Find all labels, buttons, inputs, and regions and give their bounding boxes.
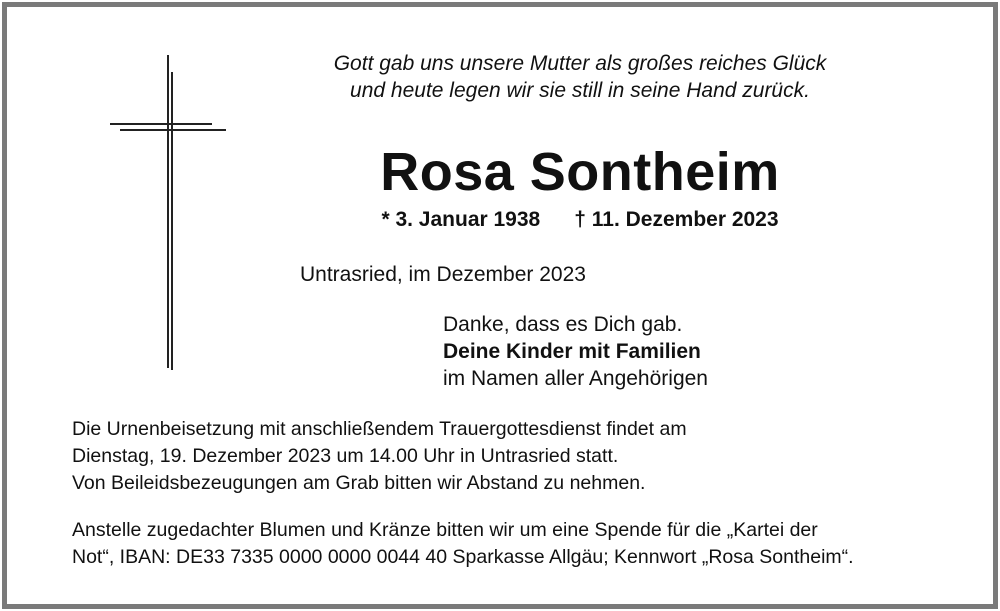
donation-info [72, 517, 854, 571]
thanks-line: im Namen aller Angehörigen [443, 367, 708, 390]
birth-date: * 3. Januar 1938 [381, 208, 541, 231]
place-date: Untrasried, im Dezember 2023 [300, 263, 586, 286]
family-signature: Deine Kinder mit Familien [443, 340, 701, 363]
thanks-block [443, 311, 708, 392]
info-line: Dienstag, 19. Dezember 2023 um 14.00 Uhr in Untrasried statt. [72, 445, 619, 467]
funeral-info [72, 416, 687, 497]
motto-line: und heute legen wir sie still in seine Hand zurück. [350, 79, 810, 102]
info-line: Von Beileidsbezeugungen am Grab bitten wir Abstand zu nehmen. [72, 472, 646, 494]
deceased-name: Rosa Sontheim [380, 142, 780, 202]
cross-icon [100, 50, 240, 380]
life-dates [300, 206, 860, 234]
donation-line: Anstelle zugedachter Blumen und Kränze bitten wir um eine Spende für die „Kartei der [72, 519, 818, 541]
motto-line: Gott gab uns unsere Mutter als großes reiches Glück [333, 52, 827, 75]
donation-line: Not“, IBAN: DE33 7335 0000 0000 0044 40 Sparkasse Allgäu; Kennwort „Rosa Sontheim“. [72, 546, 854, 568]
info-line: Die Urnenbeisetzung mit anschließendem Trauergottesdienst findet am [72, 418, 687, 440]
thanks-line: Danke, dass es Dich gab. [443, 313, 683, 336]
death-date: † 11. Dezember 2023 [574, 208, 779, 231]
motto [250, 50, 910, 104]
